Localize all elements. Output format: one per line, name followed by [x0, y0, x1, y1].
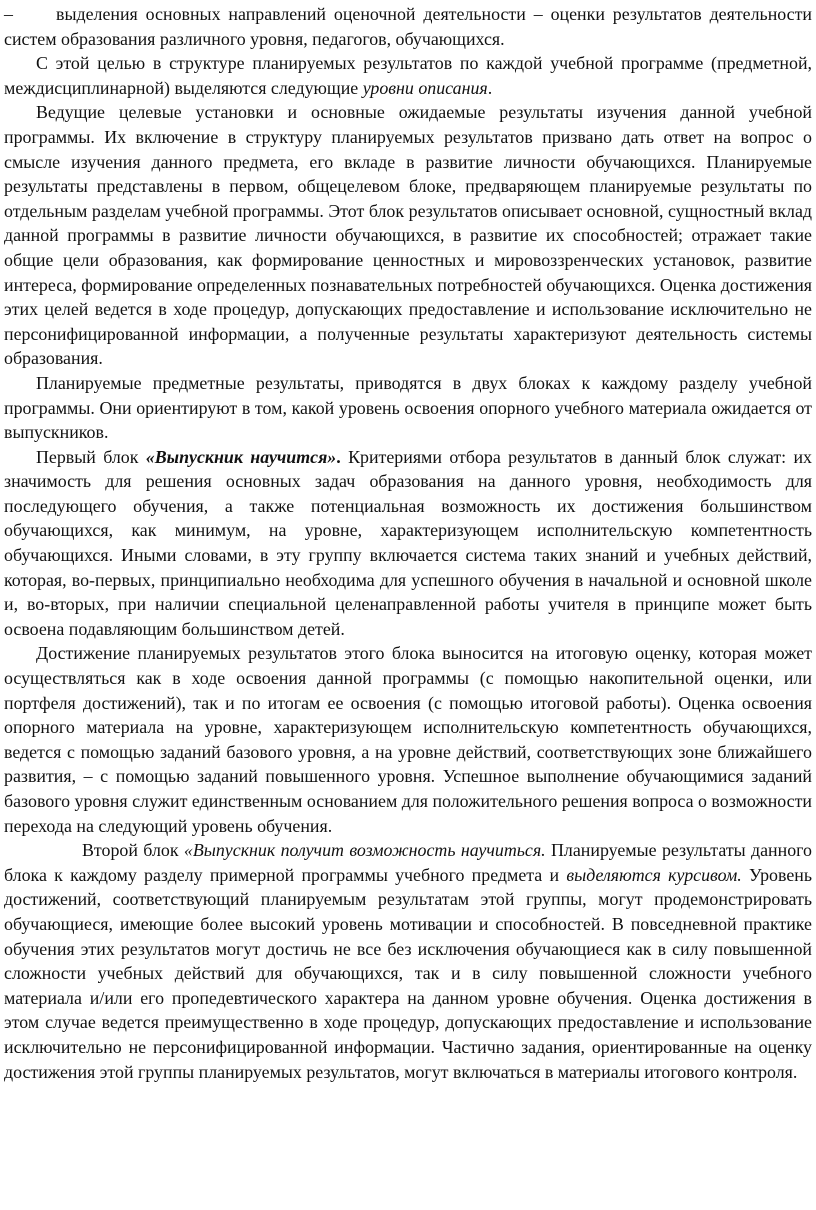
block-title-graduate-will-learn: «Выпускник научится»: [145, 446, 337, 467]
paragraph-text: выделения основных направлений оценочной деятельности – оценки результатов деятельности систем образования различного уровня, педагогов, обучающихся.: [4, 4, 812, 49]
paragraph-text: Достижение планируемых результатов этого блока выносится на итоговую оценку, которая может осуществляться как в ходе освоения данной программы (с помощью накопительной оценки, или портфеля достижений), так и по итогам ее освоения (с помощью итоговой работы). Оценка освоения опорного материала на уровне, характеризующем исполнительскую компетентность обучающихся, ведется с помощью заданий базового уровня, а на уровне действий, соответствующих зоне ближайшего развития, – с помощью заданий повышенного уровня. Успешное выполнение обучающимися заданий базового уровня служит единственным основанием для положительного решения вопроса о возможности перехода на следующий уровень обучения.: [4, 643, 812, 836]
title-period: .: [336, 446, 341, 467]
paragraph-text: Уровень достижений, соответствующий планируемым результатам этой группы, могут продемонстрировать обучающиеся, имеющие более высокий уровень мотивации и способностей. В повседневной практике обучения этих результатов могут достичь не все без исключения обучающиеся как в силу повышенной сложности учебных действий для обучающихся, так и в силу повышенной сложности учебного материала и/или его пропедевтического характера на данном уровне обучения. Оценка достижения в этом случае ведется преимущественно в ходе процедур, допускающих предоставление и использование исключительно не персонифицированной информации. Частично задания, ориентированные на оценку достижения этой группы планируемых результатов, могут включаться в материалы итогового контроля.: [4, 864, 813, 1082]
paragraph-text: Первый блок: [36, 446, 146, 467]
paragraph-description-levels: [4, 51, 812, 100]
italic-term-highlighted: выделяются курсивом.: [566, 864, 742, 885]
paragraph-text: Второй блок: [82, 840, 184, 861]
paragraph-text: Ведущие целевые установки и основные ожидаемые результаты изучения данной учебной программы. Их включение в структуру планируемых результатов призвано дать ответ на вопрос о смысле изучения данного предмета, его вкладе в развитие личности обучающихся. Планируемые результаты представлены в первом, общецелевом блоке, предваряющем планируемые результаты по отдельным разделам учебной программы. Этот блок результатов описывает основной, сущностный вклад данной программы в развитие личности обучающихся, в развитие их способностей; отражает такие общие цели образования, как формирование ценностных и мировоззренческих установок, развитие интереса, формирование определенных познавательных потребностей обучающихся. Оценка достижения этих целей ведется в ходе процедур, допускающих предоставление и использование исключительно не персонифицированной информации, а полученные результаты характеризуют деятельность системы образования.: [4, 102, 812, 369]
paragraph-target-settings: [4, 100, 812, 371]
block-title-graduate-can-learn: «Выпускник получит возможность научиться.: [183, 840, 546, 861]
paragraph-second-block: [4, 838, 812, 1084]
paragraph-final-assessment: [4, 641, 812, 838]
italic-term-description-levels: уровни описания: [362, 77, 488, 98]
paragraph-text-end: .: [487, 77, 493, 98]
paragraph-text: Планируемые предметные результаты, приводятся в двух блоках к каждому разделу учебной программы. Они ориентируют в том, какой уровень освоения опорного учебного материала ожидается от выпускников.: [4, 372, 812, 443]
paragraph-subject-results: [4, 371, 812, 445]
paragraph-first-block: [4, 445, 812, 642]
paragraph-assessment-directions: [4, 2, 812, 51]
paragraph-text: Планируемые результаты данного блока к каждому разделу примерной программы учебного предмета и: [4, 840, 812, 885]
paragraph-text: Критериями отбора результатов в данный блок служат: их значимость для решения основных задач образования на данного уровня, необходимость для последующего обучения, а также потенциальная возможность их достижения большинством обучающихся, как минимум, на уровне, характеризующем исполнительскую компетентность обучающихся. Иными словами, в эту группу включается система таких знаний и учебных действий, которая, во-первых, принципиально необходима для успешного обучения в начальной и основной школе и, во-вторых, при наличии специальной целенаправленной работы учителя в принципе может быть освоена подавляющим большинством детей.: [4, 446, 812, 639]
list-dash: –: [4, 4, 13, 24]
paragraph-text: С этой целью в структуре планируемых результатов по каждой учебной программе (предметной, междисциплинарной) выделяются следующие: [4, 53, 812, 98]
